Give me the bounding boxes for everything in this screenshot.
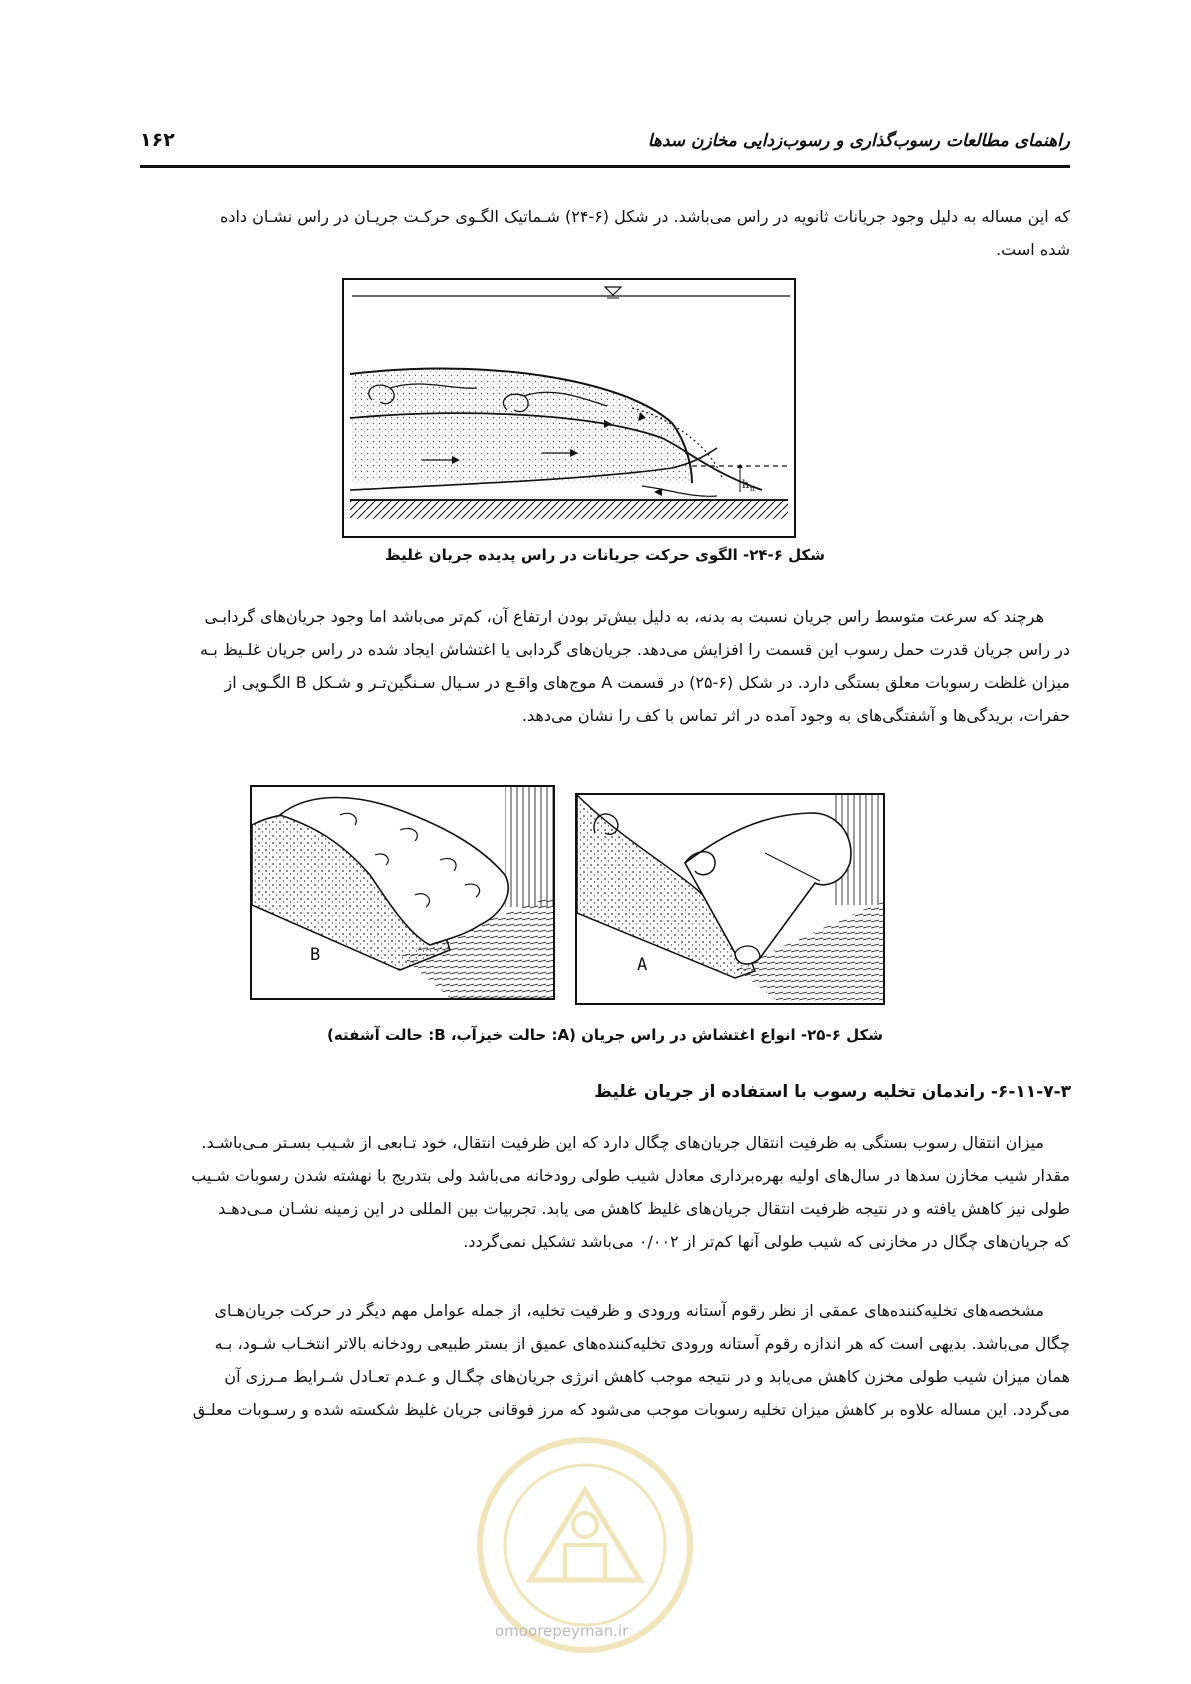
watermark-url: omoorepeyman.ir [495,1622,629,1640]
text-line: همان میزان شیب طولی مخزن کاهش می‌یابد و در نتیجه موجب کاهش انرژی جریان‌های چگـال و عـدم تعـادل شـرایط مـرزی آن [224,1367,1070,1386]
paragraph-head-velocity [140,600,1070,732]
page-header [140,125,1070,168]
depth-label-subscript: n [750,485,755,493]
figure-caption-24: شکل ۶-۲۴- الگوی حرکت جریانات در راس پدیده جریان غلیظ [385,546,825,564]
text-line: می‌گردد. این مساله علاوه بر کاهش میزان تخلیه رسوبات موجب می‌شود که مرز فوقانی جریان غلیظ شکسته شده و رسـوبات معلـق [192,1400,1070,1419]
figure-head-flow-pattern [342,278,796,538]
panel-label-a: A [637,955,648,975]
figure-turbulence-a [575,793,885,1005]
paragraph-intro [140,200,1070,266]
text-line: چگال می‌باشد. بدیهی است که هر اندازه رقوم آستانه ورودی تخلیه‌کننده‌های عمیق از بستر طبیعی رودخانه بالاتر انتخـاب شـود، بـه [214,1334,1070,1353]
text-line: مشخصه‌های تخلیه‌کننده‌های عمقی از نظر رقوم آستانه ورودی و ظرفیت تخلیه، از جمله عوامل مهم دیگر در حرکت جریان‌هـای [214,1301,1044,1320]
text-line: میزان انتقال رسوب بستگی به ظرفیت انتقال جریان‌های چگال دارد که این ظرفیت انتقال، خود تـابعی از شـیب بسـتر مـی‌باشـد. [201,1133,1044,1152]
panel-label-b: B [310,945,321,965]
text-line: حفرات، بریدگی‌ها و آشفتگی‌های به وجود آمده در اثر تماس با کف را نشان می‌دهد. [521,706,1070,725]
text-line: طولی نیز کاهش یافته و در نتیجه ظرفیت انتقال جریان‌های غلیظ کاهش می یابد. تجربیات بین المللی در این زمینه نشـان مـی‌دهـد [218,1199,1070,1218]
text-line: میزان غلظت رسوبات معلق بستگی دارد. در شکل (۶-۲۵) در قسمت A موج‌های واقـع در سـیال سـنگین‌تـر و شـکل B الگـویی از [224,673,1070,692]
text-line: مقدار شیب مخازن سدها در سال‌های اولیه بهره‌برداری معادل شیب طولی رودخانه می‌باشد ولی بتدریج با نهشته شدن رسوبات شـیب [191,1166,1070,1185]
text-line: شده است. [996,240,1070,259]
text-line: در راس جریان قدرت حمل رسوب این قسمت را افزایش می‌دهد. جریان‌های گردابی یا اغتشاش ایجاد شده در راس جریان غلـیظ بـه [200,640,1070,659]
running-title: راهنمای مطالعات رسوب‌گذاری و رسوب‌زدایی مخازن سدها [647,131,1070,151]
text-line: هرچند که سرعت متوسط راس جریان نسبت به بدنه، به دلیل بیش‌تر بودن ارتفاع آن، کم‌تر می‌باشد اما وجود جریان‌های گردابـی [204,607,1044,626]
depth-label: h [742,478,750,491]
text-line: که این مساله به دلیل وجود جریانات ثانویه در راس می‌باشد. در شکل (۶-۲۴) شـماتیک الگـوی حرکـت جریـان در راس نشـان داده [219,207,1070,226]
figure-caption-25: شکل ۶-۲۵- انواع اغتشاش در راس جریان (A: حالت خیزآب، B: حالت آشفته) [327,1026,883,1044]
page-number: ۱۶۲ [140,129,175,151]
figure-turbulence-b [250,785,555,1000]
paragraph-outlet-characteristics [140,1294,1070,1426]
section-heading: ۶-۱۱-۷-۳- راندمان تخلیه رسوب با استفاده از جریان غلیظ [594,1082,1071,1102]
text-line: که جریان‌های چگال در مخازنی که شیب طولی آنها کم‌تر از ۰/۰۰۲ می‌باشد تشکیل نمی‌گردد. [463,1232,1070,1251]
paragraph-transport-capacity [140,1126,1070,1258]
